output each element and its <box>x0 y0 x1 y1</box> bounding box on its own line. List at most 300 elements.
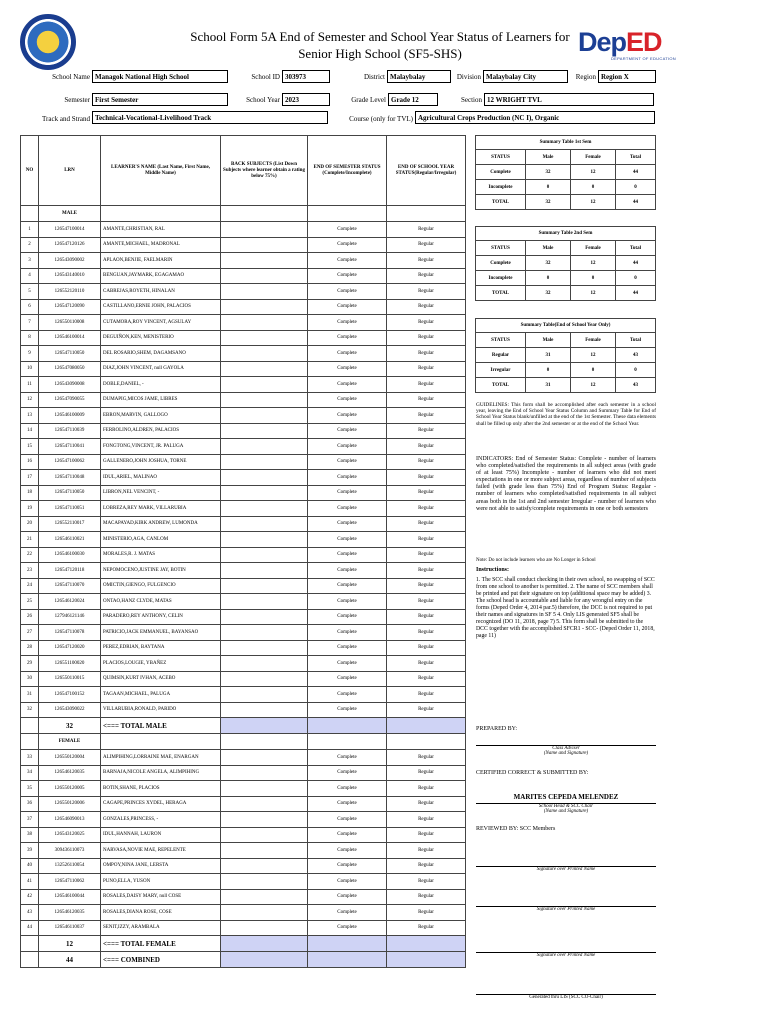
table-row <box>21 439 466 455</box>
class-adviser-name-sig: (Name and Signature) <box>543 751 589 756</box>
learner-name-cell: NARVASA,NOVIE MAE, REPELENTE <box>101 843 221 859</box>
end-sy-status-cell: Regular <box>387 625 466 641</box>
end-sem-status-cell: Complete <box>308 750 387 766</box>
end-sy-status-cell: Regular <box>387 843 466 859</box>
logo-text-b: ED <box>626 27 662 57</box>
learner-name-cell: CABREJAS,ROYETH, HINALAN <box>101 284 221 300</box>
lrn-cell: 126550120006 <box>39 796 101 812</box>
back-subjects-cell <box>221 796 308 812</box>
school-head-title: School Head & SCC Chair <box>538 804 594 809</box>
summary-cell: 44 <box>616 165 656 180</box>
summary-title: Summary Table 1st Sem <box>476 136 656 150</box>
table-row <box>21 827 466 843</box>
end-sy-status-cell: Regular <box>387 377 466 393</box>
school-id-label: School ID <box>251 73 280 81</box>
table-row <box>21 765 466 781</box>
empty-cell <box>21 718 39 734</box>
generated-note: Generated thru LIS (SCC CO-Chair) <box>476 994 656 1000</box>
learner-name-cell: BOTIN,SHANE, PLACIOS <box>101 781 221 797</box>
row-number: 38 <box>21 827 39 843</box>
table-row <box>21 423 466 439</box>
row-number: 7 <box>21 315 39 331</box>
lrn-cell: 126546100030 <box>39 547 101 563</box>
table-row <box>21 563 466 579</box>
row-number: 21 <box>21 532 39 548</box>
back-subjects-cell <box>221 532 308 548</box>
learner-name-cell: AMANTE,CHRISTIAN, RAL <box>101 222 221 238</box>
male-section-label: MALE <box>39 206 101 222</box>
lrn-cell: 126547080050 <box>39 361 101 377</box>
row-number: 39 <box>21 843 39 859</box>
indicators-text: INDICATORS: End of Semester Status: Complete - number of learners who completed/satisfied the requirements in all subject areas (with grade of at least 75%) Incomplete - number of learners who did not meet expectations in one or more subject areas, regardless of number of subjects failed (with grade less than 75%) End of Program Status: Regular - number of learners who completed/satisfied requirements in all subject areas both in the 1st and 2nd semester Irregular - number of learners who were not able to satisfy/complete requirements in one or both semesters <box>476 456 656 512</box>
lrn-cell: 126546090013 <box>39 812 101 828</box>
end-sem-status-cell: Complete <box>308 439 387 455</box>
back-subjects-cell <box>221 408 308 424</box>
back-subjects-cell <box>221 594 308 610</box>
guidelines-text: GUIDELINES: This form shall be accomplished after each semester in a school year, leaving the End of School Year Status Column and Summary Table for End of School Year Status blank/unfilled at the end of the 1st Semester. These data elements shall be filled up only after the 2nd semester or at the end of the School Year. <box>476 402 656 427</box>
semester-field[interactable]: First Semester <box>92 93 228 106</box>
row-number: 18 <box>21 485 39 501</box>
table-row <box>21 330 466 346</box>
end-sy-status-cell: Regular <box>387 284 466 300</box>
row-number: 27 <box>21 625 39 641</box>
division-label: Division <box>456 73 481 81</box>
learner-name-cell: MORALES,R. J. MATAS <box>101 547 221 563</box>
district-field[interactable]: Malaybalay <box>387 70 451 83</box>
row-number: 37 <box>21 812 39 828</box>
end-sy-status-cell: Regular <box>387 454 466 470</box>
lrn-cell: 126546100014 <box>39 330 101 346</box>
table-row <box>21 315 466 331</box>
summary-col-header: Total <box>616 241 656 256</box>
table-row <box>21 532 466 548</box>
back-subjects-cell <box>221 222 308 238</box>
end-sy-status-cell: Regular <box>387 656 466 672</box>
row-number: 31 <box>21 687 39 703</box>
track-field[interactable]: Technical-Vocational-Livelihood Track <box>92 111 328 124</box>
region-field[interactable]: Region X <box>598 70 656 83</box>
learner-name-cell: DEL ROSARIO,SHEM, DAGAMSANO <box>101 346 221 362</box>
summary-cell: Incomplete <box>476 271 526 286</box>
end-sem-status-cell: Complete <box>308 470 387 486</box>
end-sem-status-cell: Complete <box>308 781 387 797</box>
table-row <box>21 377 466 393</box>
shade-cell <box>308 718 387 734</box>
learner-name-cell: MACAPAYAD,KIRK ANDREW, LUMONDA <box>101 516 221 532</box>
end-sy-status-cell: Regular <box>387 874 466 890</box>
end-sy-status-cell: Regular <box>387 361 466 377</box>
end-sem-status-cell: Complete <box>308 284 387 300</box>
learner-name-cell: ONTAO,HANZ CLYDE, MATAS <box>101 594 221 610</box>
learner-name-cell: DOBLE,DANIEL, - <box>101 377 221 393</box>
end-sy-status-cell: Regular <box>387 299 466 315</box>
summary-cell: 44 <box>616 195 656 210</box>
table-row <box>21 656 466 672</box>
lrn-cell: 126547110050 <box>39 346 101 362</box>
table-row <box>21 640 466 656</box>
end-sy-status-cell: Regular <box>387 547 466 563</box>
row-number: 43 <box>21 905 39 921</box>
summary-col-header: Male <box>526 150 571 165</box>
end-sem-status-cell: Complete <box>308 702 387 718</box>
end-sem-status-cell: Complete <box>308 796 387 812</box>
grade-level-field[interactable]: Grade 12 <box>388 93 438 106</box>
summary-row <box>476 378 656 393</box>
end-sem-status-cell: Complete <box>308 377 387 393</box>
summary-cell: 0 <box>571 180 616 195</box>
end-sem-status-cell: Complete <box>308 827 387 843</box>
end-sy-status-cell: Regular <box>387 796 466 812</box>
logo-subtext: DEPARTMENT OF EDUCATION <box>610 56 676 61</box>
row-number: 2 <box>21 237 39 253</box>
end-sem-status-cell: Complete <box>308 905 387 921</box>
form-title <box>110 28 650 62</box>
end-sem-status-cell: Complete <box>308 346 387 362</box>
male-total-row <box>21 718 466 734</box>
title-line-2: Senior High School (SF5-SHS) <box>298 46 462 61</box>
back-subjects-cell <box>221 765 308 781</box>
row-number: 17 <box>21 470 39 486</box>
back-subjects-cell <box>221 905 308 921</box>
summary-cell: 0 <box>616 180 656 195</box>
table-row <box>21 299 466 315</box>
learner-name-cell: FERROLINO,ALDREN, PALACIOS <box>101 423 221 439</box>
row-number: 13 <box>21 408 39 424</box>
deped-seal-logo <box>20 14 76 70</box>
learner-name-cell: LIBRON,NEL VENCINT, - <box>101 485 221 501</box>
row-number: 24 <box>21 578 39 594</box>
summary-col-header: STATUS <box>476 150 526 165</box>
summary-cell: 32 <box>526 195 571 210</box>
table-row <box>21 516 466 532</box>
end-sy-status-cell: Regular <box>387 889 466 905</box>
learner-name-cell: PEREZ,EDRIAN, BAYTANA <box>101 640 221 656</box>
row-number: 5 <box>21 284 39 300</box>
end-sy-status-cell: Regular <box>387 563 466 579</box>
combined-total-row <box>21 952 466 968</box>
lrn-cell: 126546110021 <box>39 532 101 548</box>
row-number: 4 <box>21 268 39 284</box>
table-row <box>21 392 466 408</box>
row-number: 41 <box>21 874 39 890</box>
section-label: Section <box>461 96 482 104</box>
table-header-row <box>21 136 466 206</box>
table-row <box>21 361 466 377</box>
back-subjects-cell <box>221 656 308 672</box>
learner-name-cell: LOBREZA,REY MARK, VILLARUBIA <box>101 501 221 517</box>
scc-member-signature-1[interactable]: Signature over Printed Name <box>476 866 656 872</box>
lrn-cell: 126552110017 <box>39 516 101 532</box>
lrn-cell: 126547100152 <box>39 687 101 703</box>
shade-cell <box>308 936 387 952</box>
end-sem-status-cell: Complete <box>308 609 387 625</box>
row-number: 8 <box>21 330 39 346</box>
empty-cell <box>387 734 466 750</box>
shade-cell <box>221 952 308 968</box>
table-row <box>21 346 466 362</box>
end-sy-status-cell: Regular <box>387 858 466 874</box>
school-year-field[interactable]: 2023 <box>282 93 330 106</box>
end-sy-status-cell: Regular <box>387 687 466 703</box>
end-sem-status-cell: Complete <box>308 687 387 703</box>
school-head-signature[interactable] <box>476 803 656 814</box>
end-sem-status-cell: Complete <box>308 237 387 253</box>
lrn-cell: 132526110054 <box>39 858 101 874</box>
table-row <box>21 905 466 921</box>
row-number: 26 <box>21 609 39 625</box>
end-sy-status-cell: Regular <box>387 253 466 269</box>
row-number: 20 <box>21 516 39 532</box>
lrn-cell: 126547120020 <box>39 640 101 656</box>
summary-row <box>476 165 656 180</box>
learner-name-cell: BARNAJA,NICOLE ANGELA, ALIMPIHING <box>101 765 221 781</box>
end-sem-status-cell: Complete <box>308 889 387 905</box>
table-row <box>21 702 466 718</box>
division-field[interactable]: Malaybalay City <box>483 70 568 83</box>
back-subjects-cell <box>221 687 308 703</box>
lrn-cell: 126546120035 <box>39 905 101 921</box>
learner-name-cell: CAGAPE,PRINCES XYDEL, HERAGA <box>101 796 221 812</box>
learner-name-cell: FONGTONG,VINCENT, JR. PALUGA <box>101 439 221 455</box>
summary-title-row <box>476 319 656 333</box>
row-number: 33 <box>21 750 39 766</box>
summary-cell: 43 <box>616 348 656 363</box>
learner-name-cell: AMANTE,MICHAEL, MADRONAL <box>101 237 221 253</box>
back-subjects-cell <box>221 750 308 766</box>
male-total-label: <=== TOTAL MALE <box>101 718 221 734</box>
scc-member-signature-2[interactable]: Signature over Printed Name <box>476 906 656 912</box>
end-sem-status-cell: Complete <box>308 920 387 936</box>
table-row <box>21 594 466 610</box>
back-subjects-cell <box>221 501 308 517</box>
male-total-count: 32 <box>39 718 101 734</box>
table-row <box>21 408 466 424</box>
end-sy-status-cell: Regular <box>387 470 466 486</box>
lrn-cell: 126543090008 <box>39 377 101 393</box>
row-number: 1 <box>21 222 39 238</box>
summary-cell: 32 <box>526 165 571 180</box>
end-sy-status-cell: Regular <box>387 423 466 439</box>
table-row <box>21 781 466 797</box>
back-subjects-cell <box>221 843 308 859</box>
row-number: 30 <box>21 671 39 687</box>
lrn-cell: 126552120110 <box>39 284 101 300</box>
empty-cell <box>21 936 39 952</box>
summary-cell: 0 <box>526 271 571 286</box>
district-label: District <box>364 73 385 81</box>
summary-cell: 31 <box>526 348 571 363</box>
learner-name-cell: SENIT,IZZY, ARAMBALA <box>101 920 221 936</box>
end-sem-status-cell: Complete <box>308 563 387 579</box>
table-row <box>21 812 466 828</box>
table-row <box>21 501 466 517</box>
summary-header-row <box>476 150 656 165</box>
table-row <box>21 750 466 766</box>
no-cell <box>21 206 39 222</box>
summary-cell: 0 <box>571 271 616 286</box>
lrn-cell: 126547120118 <box>39 563 101 579</box>
learner-name-cell: MINISTERIO,AGA, CANLOM <box>101 532 221 548</box>
learner-name-cell: DIAZ,JOHN VINCENT, null GAYOLA <box>101 361 221 377</box>
summary-cell: TOTAL <box>476 195 526 210</box>
back-subjects-cell <box>221 253 308 269</box>
shade-cell <box>387 718 466 734</box>
shade-cell <box>221 718 308 734</box>
summary-cell: 31 <box>526 378 571 393</box>
lrn-cell: 126547110041 <box>39 439 101 455</box>
summary-header-row <box>476 241 656 256</box>
row-number: 36 <box>21 796 39 812</box>
row-number: 6 <box>21 299 39 315</box>
end-sem-status-cell: Complete <box>308 625 387 641</box>
female-section-row <box>21 734 466 750</box>
back-subjects-cell <box>221 858 308 874</box>
table-row <box>21 687 466 703</box>
learner-name-cell: NEPOMOCENO,JUSTINE JAY, BOTIN <box>101 563 221 579</box>
summary-cell: Complete <box>476 256 526 271</box>
school-head-name: MARITES CEPEDA MELENDEZ <box>513 793 619 801</box>
course-field[interactable]: Agricultural Crops Production (NC I), Organic <box>415 111 655 124</box>
section-field[interactable]: 12 WRIGHT TVL <box>484 93 654 106</box>
class-adviser-signature[interactable] <box>476 745 656 756</box>
summary-cell: 32 <box>526 286 571 301</box>
row-number: 16 <box>21 454 39 470</box>
lrn-cell: 126543120025 <box>39 827 101 843</box>
end-sem-status-cell: Complete <box>308 843 387 859</box>
summary-cell: 0 <box>616 363 656 378</box>
lrn-cell: 126547100062 <box>39 454 101 470</box>
learner-name-cell: PARADERO,REY ANTHONY, CELIN <box>101 609 221 625</box>
back-subjects-cell <box>221 392 308 408</box>
back-subjects-cell <box>221 671 308 687</box>
learner-name-cell: IDUL,ARIEL, MALINAO <box>101 470 221 486</box>
back-subjects-cell <box>221 237 308 253</box>
lrn-cell: 126550120005 <box>39 781 101 797</box>
summary-row <box>476 348 656 363</box>
lrn-cell: 126550120004 <box>39 750 101 766</box>
combined-total-count: 44 <box>39 952 101 968</box>
end-sem-status-cell: Complete <box>308 640 387 656</box>
empty-cell <box>21 952 39 968</box>
summary-row <box>476 363 656 378</box>
lrn-cell: 126547110051 <box>39 501 101 517</box>
summary-cell: Incomplete <box>476 180 526 195</box>
summary-cell: 12 <box>571 165 616 180</box>
summary-cell: 12 <box>571 378 616 393</box>
lrn-cell: 126547110078 <box>39 625 101 641</box>
summary-cell: 43 <box>616 378 656 393</box>
lrn-cell: 126546120024 <box>39 594 101 610</box>
learner-name-cell: GALLENERO,JOHN JOSHUA, TORNE <box>101 454 221 470</box>
learner-name-cell: QUIMSIN,KURT IVHAN, ACEBO <box>101 671 221 687</box>
table-row <box>21 222 466 238</box>
end-sem-status-cell: Complete <box>308 361 387 377</box>
col-lrn: LRN <box>39 136 101 206</box>
col-no: NO <box>21 136 39 206</box>
summary-cell: 44 <box>616 286 656 301</box>
table-row <box>21 485 466 501</box>
end-sem-status-cell: Complete <box>308 765 387 781</box>
learner-name-cell: ALIMPIHING,LORRAINE MAE, ENARGAN <box>101 750 221 766</box>
learner-name-cell: OMICTIN,GIENGO, FULGENCIO <box>101 578 221 594</box>
end-sy-status-cell: Regular <box>387 827 466 843</box>
learner-name-cell: ROSALES,DAISY MARY, null COSE <box>101 889 221 905</box>
table-row <box>21 671 466 687</box>
lrn-cell: 127946121146 <box>39 609 101 625</box>
learners-table <box>20 135 466 968</box>
table-row <box>21 843 466 859</box>
end-sem-status-cell: Complete <box>308 392 387 408</box>
learner-name-cell: DEGUIÑON,KEN, MENISTERIO <box>101 330 221 346</box>
table-row <box>21 284 466 300</box>
school-id-field[interactable]: 303973 <box>282 70 330 83</box>
lrn-cell: 126543140010 <box>39 268 101 284</box>
end-sy-status-cell: Regular <box>387 330 466 346</box>
shade-cell <box>221 936 308 952</box>
end-sy-status-cell: Regular <box>387 439 466 455</box>
grade-level-label: Grade Level <box>351 96 386 104</box>
back-subjects-cell <box>221 889 308 905</box>
empty-cell <box>308 206 387 222</box>
scc-member-signature-3[interactable]: Signature over Printed Name <box>476 952 656 958</box>
instructions-title: Instructions: <box>476 567 510 573</box>
end-sem-status-cell: Complete <box>308 315 387 331</box>
learner-name-cell: EBRON,MARVIN, GALLOGO <box>101 408 221 424</box>
learner-name-cell: TAGAAN,MICHAEL, PALUGA <box>101 687 221 703</box>
end-sy-status-cell: Regular <box>387 702 466 718</box>
col-end-sy-status: END OF SCHOOL YEAR STATUS(Regular/Irregular) <box>387 136 466 206</box>
course-label: Course (only for TVL) <box>349 115 413 123</box>
reviewed-by-label: REVIEWED BY: SCC Members <box>476 826 556 832</box>
summary-cell: 0 <box>526 180 571 195</box>
col-name: LEARNER'S NAME (Last Name, First Name, Middle Name) <box>101 136 221 206</box>
summary-cell: 12 <box>571 286 616 301</box>
summary-cell: TOTAL <box>476 286 526 301</box>
end-sem-status-cell: Complete <box>308 485 387 501</box>
lrn-cell: 126543090002 <box>39 253 101 269</box>
female-section-label: FEMALE <box>39 734 101 750</box>
shade-cell <box>387 936 466 952</box>
semester-label: Semester <box>64 96 90 104</box>
table-row <box>21 874 466 890</box>
end-sy-status-cell: Regular <box>387 315 466 331</box>
row-number: 40 <box>21 858 39 874</box>
summary-row <box>476 271 656 286</box>
end-sem-status-cell: Complete <box>308 874 387 890</box>
empty-cell <box>308 734 387 750</box>
summary-col-header: Total <box>616 150 656 165</box>
summary-row <box>476 180 656 195</box>
learner-name-cell: PLACIOS,LOUGIE, YBAÑEZ <box>101 656 221 672</box>
back-subjects-cell <box>221 315 308 331</box>
row-number: 23 <box>21 563 39 579</box>
back-subjects-cell <box>221 609 308 625</box>
table-row <box>21 253 466 269</box>
end-sem-status-cell: Complete <box>308 858 387 874</box>
end-sem-status-cell: Complete <box>308 268 387 284</box>
combined-total-label: <=== COMBINED <box>101 952 221 968</box>
summary-cell: 32 <box>526 256 571 271</box>
school-name-field[interactable]: Managok National High School <box>92 70 228 83</box>
learner-name-cell: CASTILLANO,ERNIE JOHN, PALACIOS <box>101 299 221 315</box>
back-subjects-cell <box>221 485 308 501</box>
female-total-row <box>21 936 466 952</box>
logo-text-a: Dep <box>578 27 627 57</box>
row-number: 14 <box>21 423 39 439</box>
school-year-label: School Year <box>246 96 280 104</box>
lrn-cell: 126547110070 <box>39 578 101 594</box>
row-number: 15 <box>21 439 39 455</box>
